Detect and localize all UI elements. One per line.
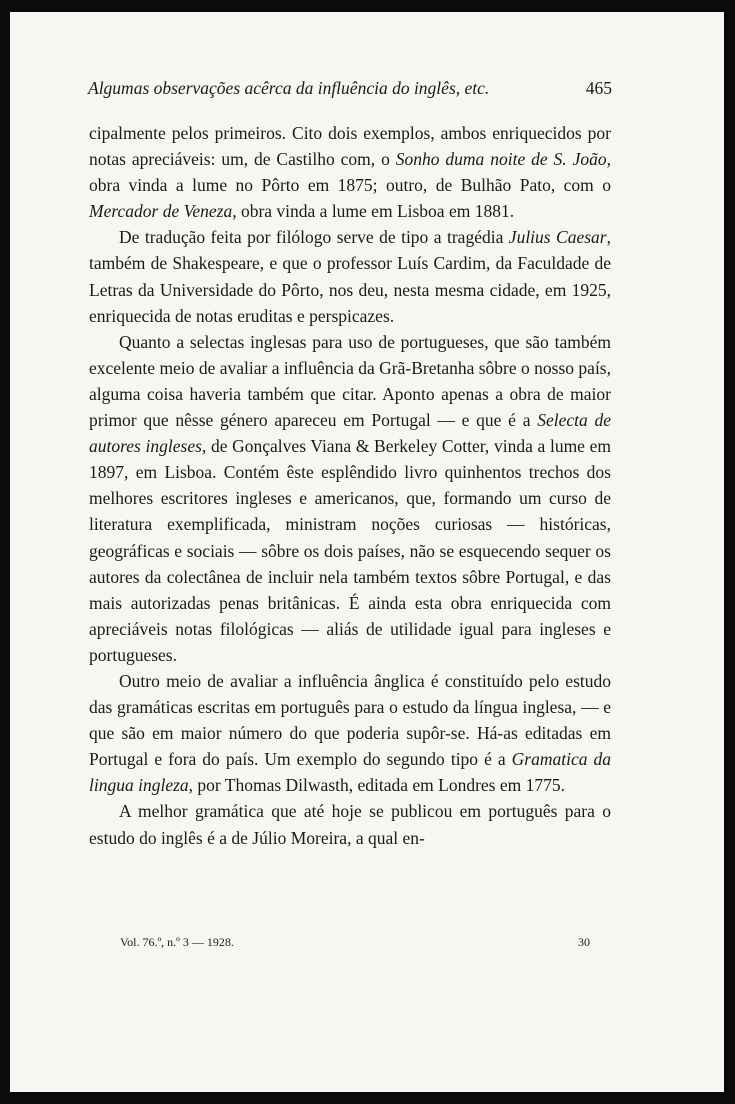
title-mercador: Mercador de Veneza, [89,201,237,222]
title-julius-caesar: Julius Caesar [508,227,607,248]
paragraph-2: De tradução feita por filólogo serve de tipo a tragédia Julius Caesar, também de Shakespeare, e que o professor Luís Cardim, da Faculdade de Letras da Universidade do Pôrto, nos deu, nesta mesma cidade, em 1925, enriquecida de notas eruditas e perspicazes. [89,227,611,326]
volume-note: Vol. 76.º, n.º 3 — 1928. [120,935,234,949]
title-gramatica: Gramatica da lingua ingleza, [89,749,612,796]
paragraph-3: Quanto a selectas inglesas para uso de portugueses, que são também excelente meio de avaliar a influência da Grã-Bretanha sôbre o nosso país, alguma coisa haveria também que citar. Aponto apenas a obra de maior primor que nêsse género apareceu em Portugal — e que é a Selecta de autores ingleses, de Gonçalves Viana & Berkeley Cotter, vinda a lume em 1897, em Lisboa. Contém êste esplêndido livro quinhentos trechos dos melhores escritores ingleses e americanos, que, formando um curso de literatura exemplificada, ministram noções curiosas — históricas, geográficas e sociais — sôbre os dois países, não se esquecendo sequer os autores da colectânea de incluir nela também textos sôbre Portugal, e das mais autorizadas penas britânicas. É ainda esta obra enriquecida com apreciáveis notas filológicas — aliás de utilidade igual para ingleses e portugueses. [89,331,611,665]
signature-mark: 30 [578,935,590,949]
paragraph-1: cipalmente pelos primeiros. Cito dois exemplos, ambos enriquecidos por notas apreciáveis: um, de Castilho com, o Sonho duma noite de S. João, obra vinda a lume no Pôrto em 1875; outro, de Bulhão Pato, com o Mercador de Veneza, obra vinda a lume em Lisboa em 1881. [89,123,611,222]
paragraph-5: A melhor gramática que até hoje se publicou em português para o estudo do inglês é a de Júlio Moreira, a qual en- [89,801,611,848]
title-selecta: Selecta de autores ingleses, [89,410,611,457]
page-footer [120,934,590,950]
book-page [10,12,724,1092]
page-number: 465 [585,78,612,98]
title-sonho: Sonho duma noite de S. João, [395,149,611,170]
running-title: Algumas observações acêrca da influência do inglês, etc. [88,78,490,98]
body-text [89,120,611,851]
paragraph-4: Outro meio de avaliar a influência ânglica é constituído pelo estudo das gramáticas escritas em português para o estudo da língua inglesa, — e que são em maior número do que poderia supôr-se. Há-as editadas em Portugal e fora do país. Um exemplo do segundo tipo é a Gramatica da lingua ingleza, por Thomas Dilwasth, editada em Londres em 1775. [89,670,612,796]
page-header [88,76,612,100]
